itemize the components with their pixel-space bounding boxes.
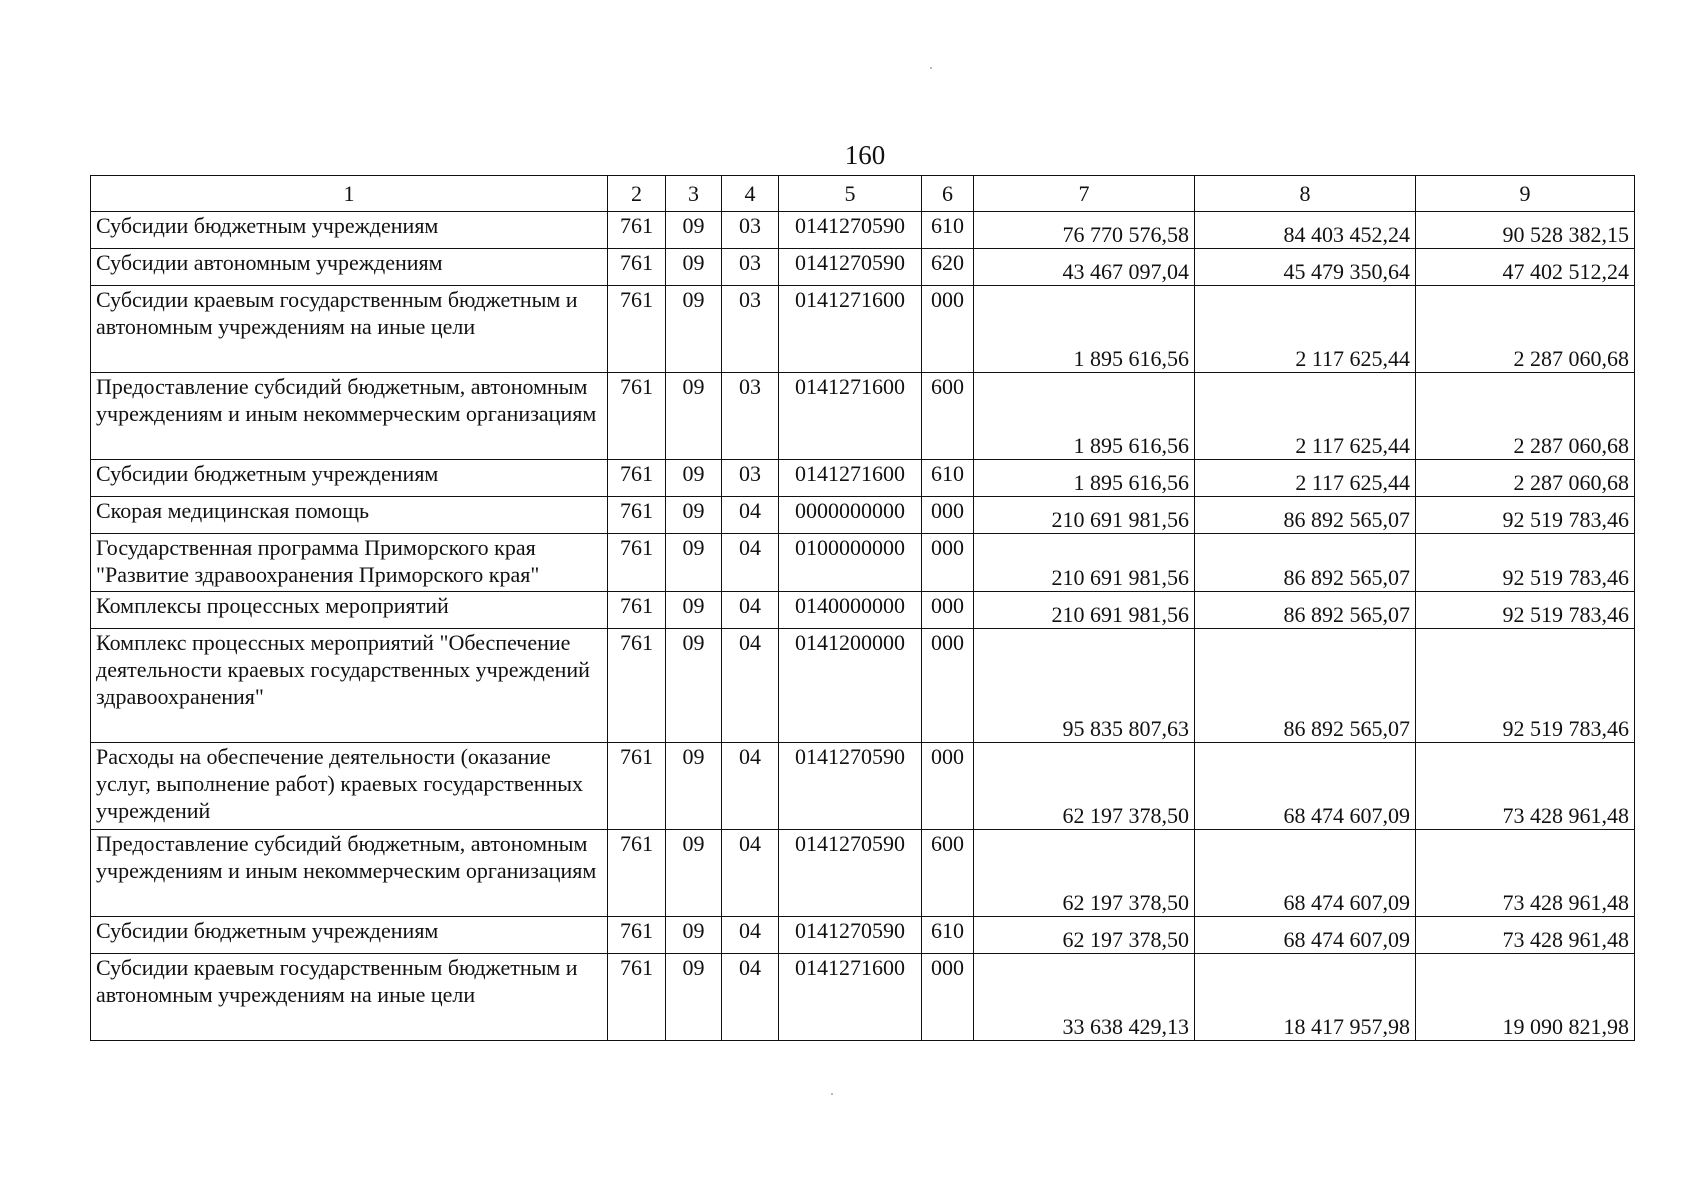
amount-cell: 210 691 981,56 — [974, 534, 1195, 592]
amount-cell: 84 403 452,24 — [1195, 212, 1416, 249]
table-row — [91, 212, 1635, 249]
amount-cell: 47 402 512,24 — [1416, 249, 1635, 286]
amount-cell: 62 197 378,50 — [974, 917, 1195, 954]
table-row — [91, 629, 1635, 743]
code-cell: 761 — [608, 592, 666, 629]
amount-cell: 2 117 625,44 — [1195, 460, 1416, 497]
code-cell: 09 — [666, 249, 722, 286]
table-row — [91, 592, 1635, 629]
amount-cell: 86 892 565,07 — [1195, 497, 1416, 534]
code-cell: 761 — [608, 917, 666, 954]
code-cell: 000 — [922, 743, 974, 830]
code-cell: 610 — [922, 212, 974, 249]
table-row — [91, 830, 1635, 917]
code-cell: 04 — [722, 592, 779, 629]
amount-cell: 2 287 060,68 — [1416, 373, 1635, 460]
code-cell: 04 — [722, 497, 779, 534]
code-cell: 761 — [608, 286, 666, 373]
amount-cell: 86 892 565,07 — [1195, 629, 1416, 743]
code-cell: 09 — [666, 373, 722, 460]
code-cell: 09 — [666, 954, 722, 1041]
table-row — [91, 534, 1635, 592]
scan-speck — [930, 67, 932, 69]
row-name: Субсидии бюджетным учреждениям — [91, 460, 608, 497]
amount-cell: 1 895 616,56 — [974, 373, 1195, 460]
code-cell: 000 — [922, 954, 974, 1041]
code-cell: 761 — [608, 830, 666, 917]
row-name: Скорая медицинская помощь — [91, 497, 608, 534]
column-header: 6 — [922, 176, 974, 212]
table-row — [91, 497, 1635, 534]
amount-cell: 73 428 961,48 — [1416, 830, 1635, 917]
amount-cell: 68 474 607,09 — [1195, 917, 1416, 954]
code-cell: 04 — [722, 629, 779, 743]
amount-cell: 92 519 783,46 — [1416, 534, 1635, 592]
code-cell: 761 — [608, 497, 666, 534]
code-cell: 0000000000 — [779, 497, 922, 534]
row-name: Государственная программа Приморского края "Развитие здравоохранения Приморского края" — [91, 534, 608, 592]
amount-cell: 86 892 565,07 — [1195, 534, 1416, 592]
row-name: Комплекс процессных мероприятий "Обеспечение деятельности краевых государственных учреждений здравоохранения" — [91, 629, 608, 743]
code-cell: 000 — [922, 629, 974, 743]
code-cell: 03 — [722, 373, 779, 460]
code-cell: 0141271600 — [779, 373, 922, 460]
table-row — [91, 249, 1635, 286]
amount-cell: 43 467 097,04 — [974, 249, 1195, 286]
column-header: 4 — [722, 176, 779, 212]
code-cell: 0141271600 — [779, 286, 922, 373]
code-cell: 09 — [666, 534, 722, 592]
amount-cell: 92 519 783,46 — [1416, 497, 1635, 534]
table-row — [91, 373, 1635, 460]
code-cell: 000 — [922, 592, 974, 629]
code-cell: 0141270590 — [779, 249, 922, 286]
amount-cell: 2 117 625,44 — [1195, 286, 1416, 373]
code-cell: 09 — [666, 743, 722, 830]
row-name: Субсидии краевым государственным бюджетным и автономным учреждениям на иные цели — [91, 954, 608, 1041]
amount-cell: 2 287 060,68 — [1416, 286, 1635, 373]
column-header: 1 — [91, 176, 608, 212]
code-cell: 03 — [722, 249, 779, 286]
code-cell: 761 — [608, 373, 666, 460]
table-row — [91, 460, 1635, 497]
code-cell: 09 — [666, 592, 722, 629]
amount-cell: 73 428 961,48 — [1416, 917, 1635, 954]
code-cell: 0141200000 — [779, 629, 922, 743]
column-header: 8 — [1195, 176, 1416, 212]
code-cell: 09 — [666, 286, 722, 373]
code-cell: 0141271600 — [779, 954, 922, 1041]
code-cell: 761 — [608, 629, 666, 743]
header-row — [91, 176, 1635, 212]
code-cell: 03 — [722, 460, 779, 497]
code-cell: 04 — [722, 954, 779, 1041]
code-cell: 09 — [666, 917, 722, 954]
code-cell: 0141271600 — [779, 460, 922, 497]
code-cell: 0100000000 — [779, 534, 922, 592]
code-cell: 761 — [608, 212, 666, 249]
amount-cell: 210 691 981,56 — [974, 497, 1195, 534]
code-cell: 000 — [922, 286, 974, 373]
amount-cell: 33 638 429,13 — [974, 954, 1195, 1041]
scan-speck — [831, 1093, 833, 1095]
amount-cell: 76 770 576,58 — [974, 212, 1195, 249]
amount-cell: 68 474 607,09 — [1195, 830, 1416, 917]
row-name: Субсидии краевым государственным бюджетным и автономным учреждениям на иные цели — [91, 286, 608, 373]
code-cell: 600 — [922, 830, 974, 917]
row-name: Предоставление субсидий бюджетным, автономным учреждениям и иным некоммерческим организациям — [91, 830, 608, 917]
amount-cell: 92 519 783,46 — [1416, 629, 1635, 743]
code-cell: 0141270590 — [779, 917, 922, 954]
row-name: Предоставление субсидий бюджетным, автономным учреждениям и иным некоммерческим организациям — [91, 373, 608, 460]
amount-cell: 73 428 961,48 — [1416, 743, 1635, 830]
code-cell: 09 — [666, 629, 722, 743]
amount-cell: 90 528 382,15 — [1416, 212, 1635, 249]
amount-cell: 2 117 625,44 — [1195, 373, 1416, 460]
code-cell: 0141270590 — [779, 743, 922, 830]
code-cell: 761 — [608, 249, 666, 286]
code-cell: 761 — [608, 954, 666, 1041]
column-header: 3 — [666, 176, 722, 212]
amount-cell: 1 895 616,56 — [974, 460, 1195, 497]
table-row — [91, 917, 1635, 954]
amount-cell: 62 197 378,50 — [974, 830, 1195, 917]
column-header: 7 — [974, 176, 1195, 212]
code-cell: 09 — [666, 212, 722, 249]
code-cell: 000 — [922, 497, 974, 534]
budget-table — [90, 175, 1635, 1041]
column-header: 5 — [779, 176, 922, 212]
amount-cell: 68 474 607,09 — [1195, 743, 1416, 830]
code-cell: 04 — [722, 917, 779, 954]
amount-cell: 2 287 060,68 — [1416, 460, 1635, 497]
code-cell: 04 — [722, 534, 779, 592]
amount-cell: 1 895 616,56 — [974, 286, 1195, 373]
code-cell: 09 — [666, 460, 722, 497]
amount-cell: 19 090 821,98 — [1416, 954, 1635, 1041]
code-cell: 0141270590 — [779, 212, 922, 249]
column-header: 2 — [608, 176, 666, 212]
code-cell: 761 — [608, 743, 666, 830]
amount-cell: 45 479 350,64 — [1195, 249, 1416, 286]
amount-cell: 18 417 957,98 — [1195, 954, 1416, 1041]
code-cell: 0141270590 — [779, 830, 922, 917]
row-name: Расходы на обеспечение деятельности (оказание услуг, выполнение работ) краевых государственных учреждений — [91, 743, 608, 830]
amount-cell: 210 691 981,56 — [974, 592, 1195, 629]
row-name: Субсидии автономным учреждениям — [91, 249, 608, 286]
code-cell: 03 — [722, 212, 779, 249]
table-row — [91, 743, 1635, 830]
code-cell: 761 — [608, 460, 666, 497]
code-cell: 620 — [922, 249, 974, 286]
code-cell: 000 — [922, 534, 974, 592]
table-row — [91, 954, 1635, 1041]
code-cell: 0140000000 — [779, 592, 922, 629]
code-cell: 610 — [922, 917, 974, 954]
code-cell: 04 — [722, 830, 779, 917]
code-cell: 09 — [666, 830, 722, 917]
code-cell: 610 — [922, 460, 974, 497]
code-cell: 04 — [722, 743, 779, 830]
code-cell: 03 — [722, 286, 779, 373]
amount-cell: 62 197 378,50 — [974, 743, 1195, 830]
row-name: Субсидии бюджетным учреждениям — [91, 917, 608, 954]
table-row — [91, 286, 1635, 373]
code-cell: 09 — [666, 497, 722, 534]
page-number: 160 — [844, 140, 886, 170]
column-header: 9 — [1416, 176, 1635, 212]
code-cell: 761 — [608, 534, 666, 592]
amount-cell: 86 892 565,07 — [1195, 592, 1416, 629]
amount-cell: 95 835 807,63 — [974, 629, 1195, 743]
row-name: Субсидии бюджетным учреждениям — [91, 212, 608, 249]
amount-cell: 92 519 783,46 — [1416, 592, 1635, 629]
code-cell: 600 — [922, 373, 974, 460]
row-name: Комплексы процессных мероприятий — [91, 592, 608, 629]
